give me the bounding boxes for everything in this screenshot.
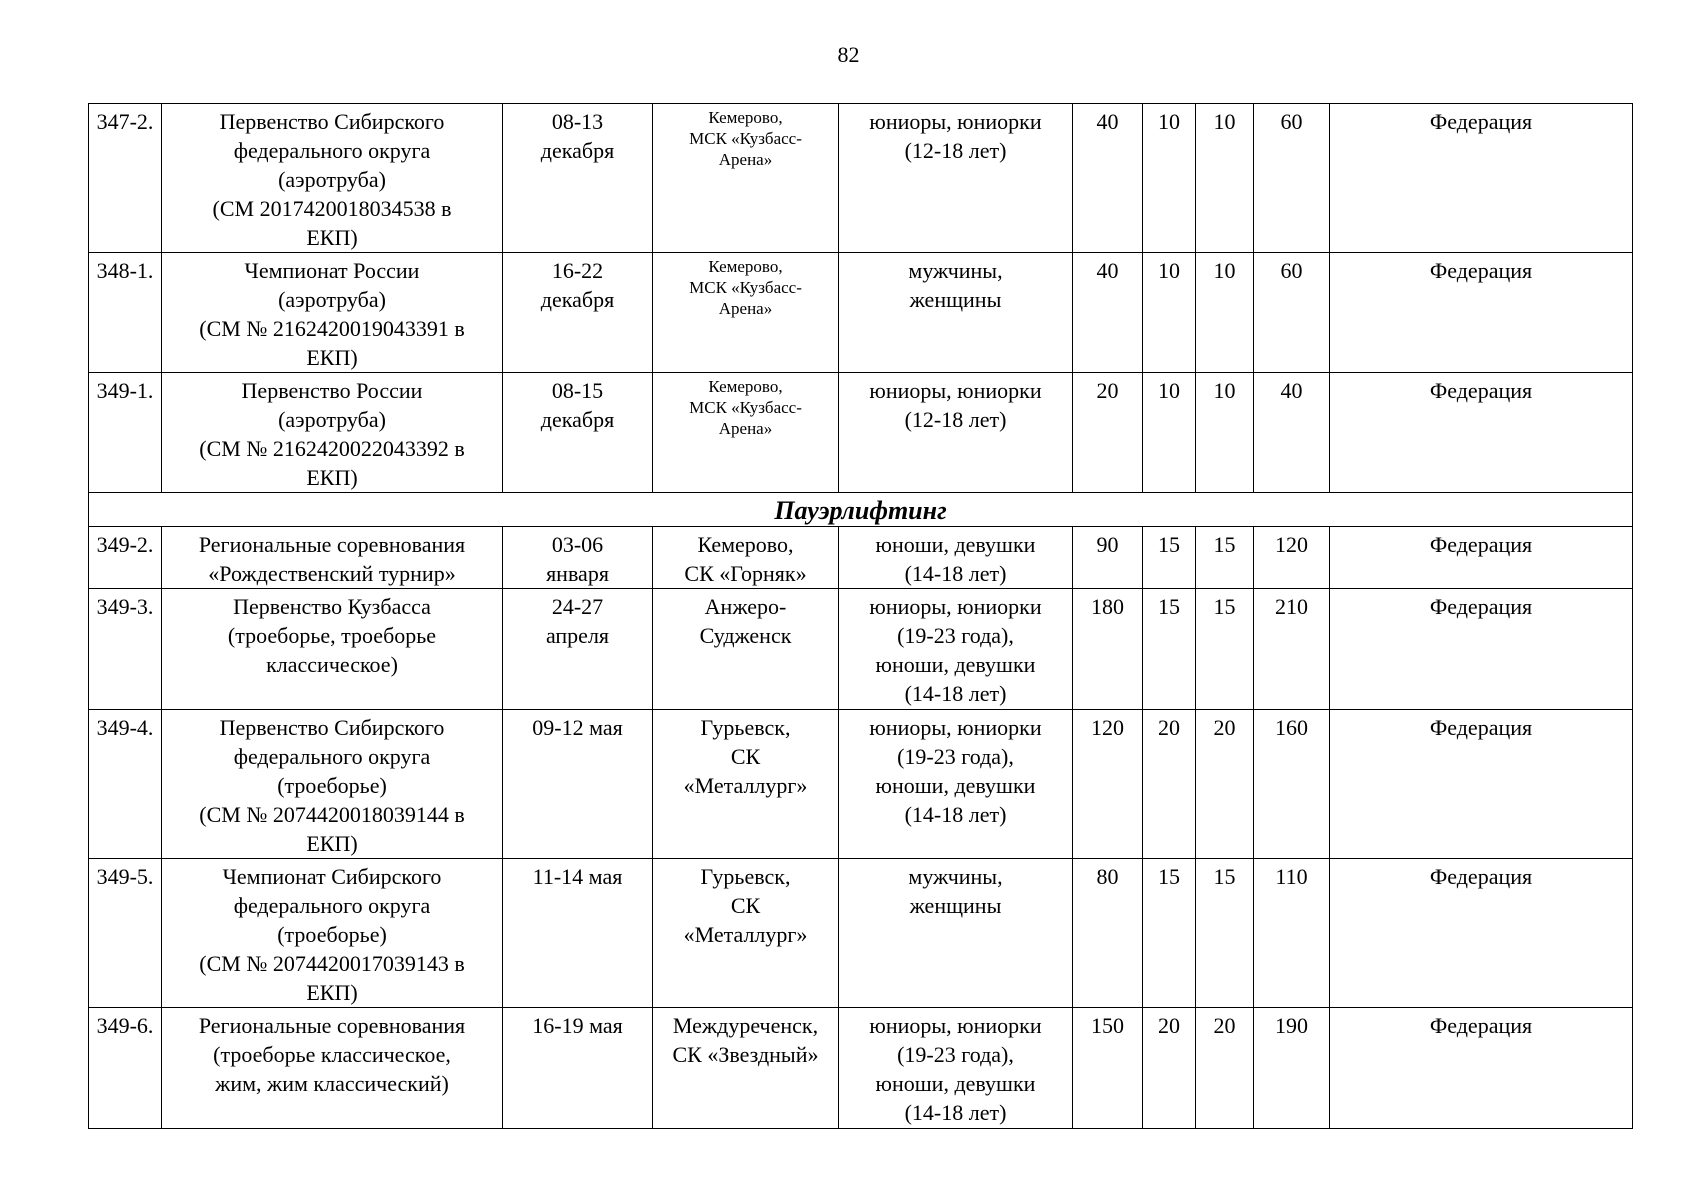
event-dates: 03-06 января [503,527,653,589]
event-name: Первенство России (аэротруба) (СМ № 2162420022043392 в ЕКП) [162,373,503,493]
total-count: 40 [1254,373,1330,493]
table-row [89,1008,1633,1129]
event-dates: 09-12 мая [503,710,653,859]
row-number: 349-4. [89,710,162,859]
judges-count: 15 [1143,859,1196,1008]
row-number: 347-2. [89,104,162,253]
event-place: Кемерово, МСК «Кузбасс- Арена» [653,253,839,373]
events-table [88,103,1633,1129]
table-row [89,589,1633,710]
page-number: 82 [837,42,860,67]
event-place: Кемерово, МСК «Кузбасс- Арена» [653,373,839,493]
coaches-count: 10 [1196,253,1254,373]
event-participants: юноши, девушки (14-18 лет) [839,527,1073,589]
participants-count: 40 [1073,253,1143,373]
organizer: Федерация [1330,859,1633,1008]
coaches-count: 15 [1196,527,1254,589]
event-participants: юниоры, юниорки (19-23 года), юноши, девушки (14-18 лет) [839,710,1073,859]
organizer: Федерация [1330,589,1633,710]
table-row [89,104,1633,253]
event-place: Кемерово, МСК «Кузбасс- Арена» [653,104,839,253]
coaches-count: 10 [1196,373,1254,493]
total-count: 160 [1254,710,1330,859]
total-count: 110 [1254,859,1330,1008]
event-dates: 16-19 мая [503,1008,653,1129]
table-row [89,859,1633,1008]
coaches-count: 15 [1196,859,1254,1008]
event-name: Региональные соревнования «Рождественский турнир» [162,527,503,589]
event-place: Гурьевск, СК «Металлург» [653,710,839,859]
organizer: Федерация [1330,373,1633,493]
judges-count: 15 [1143,589,1196,710]
participants-count: 180 [1073,589,1143,710]
event-participants: юниоры, юниорки (12-18 лет) [839,104,1073,253]
judges-count: 20 [1143,1008,1196,1129]
event-participants: юниоры, юниорки (19-23 года), юноши, девушки (14-18 лет) [839,589,1073,710]
organizer: Федерация [1330,253,1633,373]
section-header-row [89,493,1633,527]
event-participants: мужчины, женщины [839,859,1073,1008]
judges-count: 10 [1143,253,1196,373]
total-count: 190 [1254,1008,1330,1129]
judges-count: 15 [1143,527,1196,589]
row-number: 349-2. [89,527,162,589]
coaches-count: 20 [1196,1008,1254,1129]
event-dates: 24-27 апреля [503,589,653,710]
event-place: Анжеро- Судженск [653,589,839,710]
event-dates: 08-13 декабря [503,104,653,253]
table-row [89,527,1633,589]
event-participants: юниоры, юниорки (19-23 года), юноши, девушки (14-18 лет) [839,1008,1073,1129]
participants-count: 90 [1073,527,1143,589]
total-count: 210 [1254,589,1330,710]
table-row [89,373,1633,493]
event-dates: 16-22 декабря [503,253,653,373]
event-place: Гурьевск, СК «Металлург» [653,859,839,1008]
row-number: 349-1. [89,373,162,493]
total-count: 120 [1254,527,1330,589]
organizer: Федерация [1330,710,1633,859]
event-participants: юниоры, юниорки (12-18 лет) [839,373,1073,493]
event-dates: 08-15 декабря [503,373,653,493]
participants-count: 120 [1073,710,1143,859]
table-row [89,710,1633,859]
judges-count: 10 [1143,373,1196,493]
coaches-count: 10 [1196,104,1254,253]
total-count: 60 [1254,104,1330,253]
participants-count: 80 [1073,859,1143,1008]
row-number: 349-5. [89,859,162,1008]
event-name: Чемпионат России (аэротруба) (СМ № 2162420019043391 в ЕКП) [162,253,503,373]
row-number: 349-3. [89,589,162,710]
coaches-count: 15 [1196,589,1254,710]
row-number: 348-1. [89,253,162,373]
row-number: 349-6. [89,1008,162,1129]
event-place: Кемерово, СК «Горняк» [653,527,839,589]
section-title: Пауэрлифтинг [89,493,1633,527]
event-name: Первенство Кузбасса (троеборье, троеборье классическое) [162,589,503,710]
participants-count: 150 [1073,1008,1143,1129]
table-row [89,253,1633,373]
participants-count: 20 [1073,373,1143,493]
event-name: Чемпионат Сибирского федерального округа (троеборье) (СМ № 2074420017039143 в ЕКП) [162,859,503,1008]
participants-count: 40 [1073,104,1143,253]
judges-count: 20 [1143,710,1196,859]
judges-count: 10 [1143,104,1196,253]
total-count: 60 [1254,253,1330,373]
organizer: Федерация [1330,1008,1633,1129]
organizer: Федерация [1330,104,1633,253]
event-place: Междуреченск, СК «Звездный» [653,1008,839,1129]
event-name: Региональные соревнования (троеборье классическое, жим, жим классический) [162,1008,503,1129]
coaches-count: 20 [1196,710,1254,859]
event-name: Первенство Сибирского федерального округа (троеборье) (СМ № 2074420018039144 в ЕКП) [162,710,503,859]
event-name: Первенство Сибирского федерального округа (аэротруба) (СМ 2017420018034538 в ЕКП) [162,104,503,253]
organizer: Федерация [1330,527,1633,589]
event-participants: мужчины, женщины [839,253,1073,373]
event-dates: 11-14 мая [503,859,653,1008]
